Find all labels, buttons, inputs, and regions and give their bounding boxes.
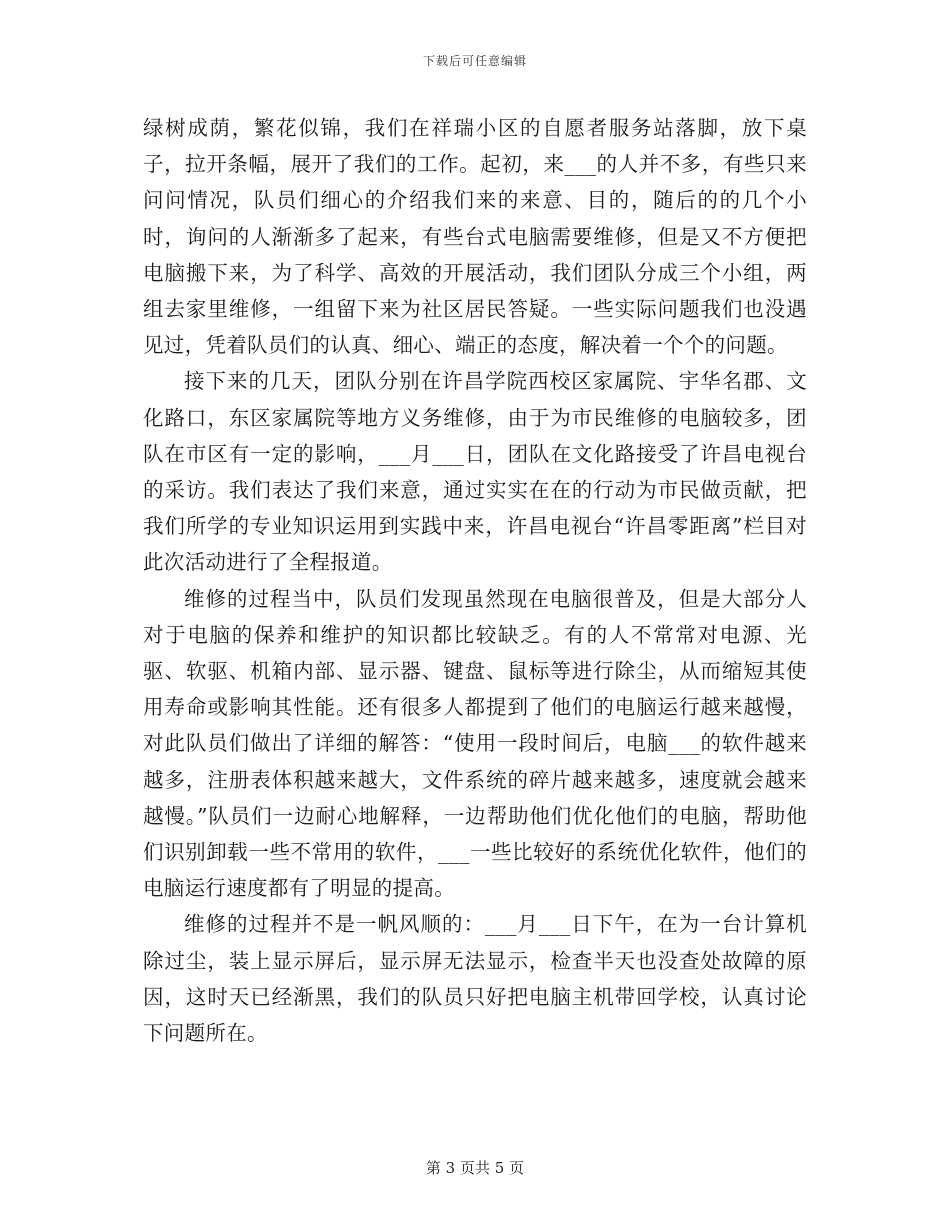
paragraph-3: 维修的过程当中，队员们发现虽然现在电脑很普及，但是大部分人对于电脑的保养和维护的知识都比较缺乏。有的人不常常对电源、光驱、软驱、机箱内部、显示器、键盘、鼠标等进行除尘，从而缩短其使用寿命或影响其性能。还有很多人都提到了他们的电脑运行越来越慢，对此队员们做出了详细的解答：“使用一段时间后，电脑___的软件越来越多，注册表体积越来越大，文件系统的碎片越来越多，速度就会越来越慢。”队员们一边耐心地解释，一边帮助他们优化他们的电脑，帮助他们识别卸载一些不常用的软件，___一些比较好的系统优化软件，他们的电脑运行速度都有了明显的提高。 bbox=[143, 586, 807, 901]
page-footer: 第 3 页共 5 页 bbox=[425, 1159, 525, 1177]
page-header: 下载后可任意编辑 bbox=[422, 54, 527, 68]
paragraph-4: 维修的过程并不是一帆风顺的：___月___日下午，在为一台计算机除过尘，装上显示屏后，显示屏无法显示，检查半天也没查处故障的原因，这时天已经渐黑，我们的队员只好把电脑主机带回学校，认真讨论下问题所在。 bbox=[143, 912, 807, 1046]
document-body bbox=[143, 110, 807, 1051]
paragraph-2: 接下来的几天，团队分别在许昌学院西校区家属院、宇华名郡、文化路口，东区家属院等地方义务维修，由于为市民维修的电脑较多，团队在市区有一定的影响，___月___日，团队在文化路接受了许昌电视台的采访。我们表达了我们来意，通过实实在在的行动为市民做贡献，把我们所学的专业知识运用到实践中来，许昌电视台“许昌零距离”栏目对此次活动进行了全程报道。 bbox=[143, 369, 807, 575]
paragraph-1: 绿树成荫，繁花似锦，我们在祥瑞小区的自愿者服务站落脚，放下桌子，拉开条幅，展开了我们的工作。起初，来___的人并不多，有些只来问问情况，队员们细心的介绍我们来的来意、目的，随后的的几个小时，询问的人渐渐多了起来，有些台式电脑需要维修，但是又不方便把电脑搬下来，为了科学、高效的开展活动，我们团队分成三个小组，两组去家里维修，一组留下来为社区居民答疑。一些实际问题我们也没遇见过，凭着队员们的认真、细心、端正的态度，解决着一个个的问题。 bbox=[143, 116, 807, 358]
